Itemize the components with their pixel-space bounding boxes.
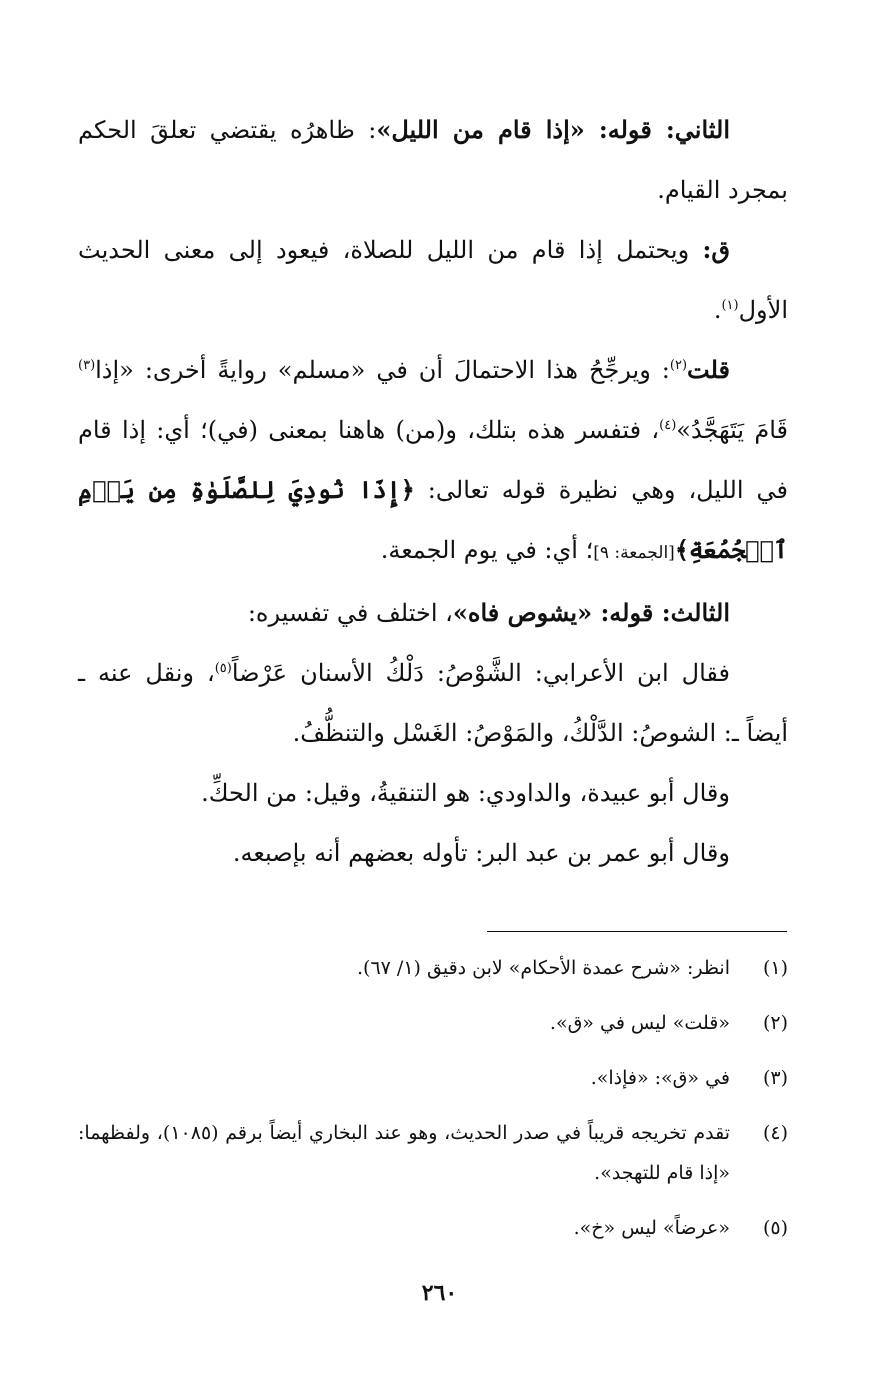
footnote-marker: (٤) (659, 418, 677, 433)
main-text (78, 100, 788, 883)
footnote-text: تقدم تخريجه قريباً في صدر الحديث، وهو عند البخاري أيضاً برقم (١٠٨٥)، ولفظهما: «إذا قام للتهجد». (78, 1122, 730, 1184)
paragraph-ibn-arabi (78, 643, 788, 763)
footnote-number: (١) (762, 957, 788, 979)
footnote-separator (487, 931, 787, 932)
footnote-marker: (٥) (214, 661, 232, 676)
footnote-item (78, 1208, 788, 1248)
footnotes (78, 948, 788, 1263)
footnote-text: في «ق»: «فإذا». (590, 1067, 730, 1089)
paragraph-text: ؛ أي: في يوم الجمعة. (380, 536, 594, 564)
paragraph-lead: الثالث: قوله: «يشوص فاه» (452, 598, 730, 627)
paragraph-text: ، اختلف في تفسيره: (247, 599, 453, 627)
footnote-item (78, 1113, 788, 1193)
paragraph-third-point (78, 583, 788, 643)
paragraph-text: : ظاهرُه يقتضي تعلقَ الحكم بمجرد القيام. (78, 116, 788, 204)
paragraph-qultu (78, 340, 788, 583)
footnote-number: (٢) (762, 1012, 788, 1034)
footnote-text: «عرضاً» ليس «خ». (573, 1217, 730, 1239)
paragraph-text: ويحتمل إذا قام من الليل للصلاة، فيعود إلى معنى الحديث الأول (78, 236, 788, 324)
footnote-marker: (٣) (78, 358, 96, 373)
quran-verse: ﴿إِذَا نُودِيَ لِلصَّلَوٰةِ مِن يَوۡمِ ٱلۡجُمُعَةِ﴾ (78, 475, 788, 564)
paragraph-text: . (713, 296, 722, 324)
paragraph-text: قَامَ يَتَهَجَّدُ» (676, 416, 789, 444)
footnote-marker: (٢) (669, 358, 688, 373)
footnote-marker: (١) (721, 298, 739, 313)
paragraph-lead: ق: (702, 235, 730, 264)
verse-reference: [الجمعة: ٩] (593, 543, 675, 563)
page-number: ٢٦٠ (421, 1280, 458, 1306)
footnote-text: «قلت» ليس في «ق». (549, 1012, 730, 1034)
paragraph-qaf-note (78, 220, 788, 340)
paragraph-text: ، ونقل عنه ـ أيضاً ـ: الشوصُ: الدَّلْكُ، والمَوْصُ: الغَسْل والتنظُّفُ. (78, 659, 788, 747)
paragraph-second-point (78, 100, 788, 220)
footnote-number: (٥) (762, 1217, 788, 1239)
paragraph-lead: قلت (687, 355, 730, 384)
footnote-number: (٤) (762, 1122, 788, 1144)
paragraph-text: : ويرجِّحُ هذا الاحتمالَ أن في «مسلم» روايةً أخرى: «إذا (95, 356, 670, 384)
footnote-item (78, 948, 788, 988)
paragraph-text: ، فتفسر هذه بتلك، و(من) هاهنا بمعنى (في)؛ أي: إذا قام في الليل، وهي نظيرة قوله تعالى: (78, 416, 788, 504)
paragraph-abu-ubayda: وقال أبو عبيدة، والداودي: هو التنقيةُ، وقيل: من الحكِّ. (201, 779, 730, 807)
footnote-item (78, 1058, 788, 1098)
paragraph-text: فقال ابن الأعرابي: الشَّوْصُ: دَلْكُ الأسنان عَرْضاً (231, 659, 730, 687)
footnote-item (78, 1003, 788, 1043)
footnote-text: انظر: «شرح عمدة الأحكام» لابن دقيق (١/ ٦٧). (356, 957, 730, 979)
paragraph-ibn-abd-albarr: وقال أبو عمر بن عبد البر: تأوله بعضهم أنه بإصبعه. (232, 839, 730, 867)
footnote-number: (٣) (762, 1067, 788, 1089)
paragraph-lead: الثاني: قوله: «إذا قام من الليل» (376, 115, 730, 144)
